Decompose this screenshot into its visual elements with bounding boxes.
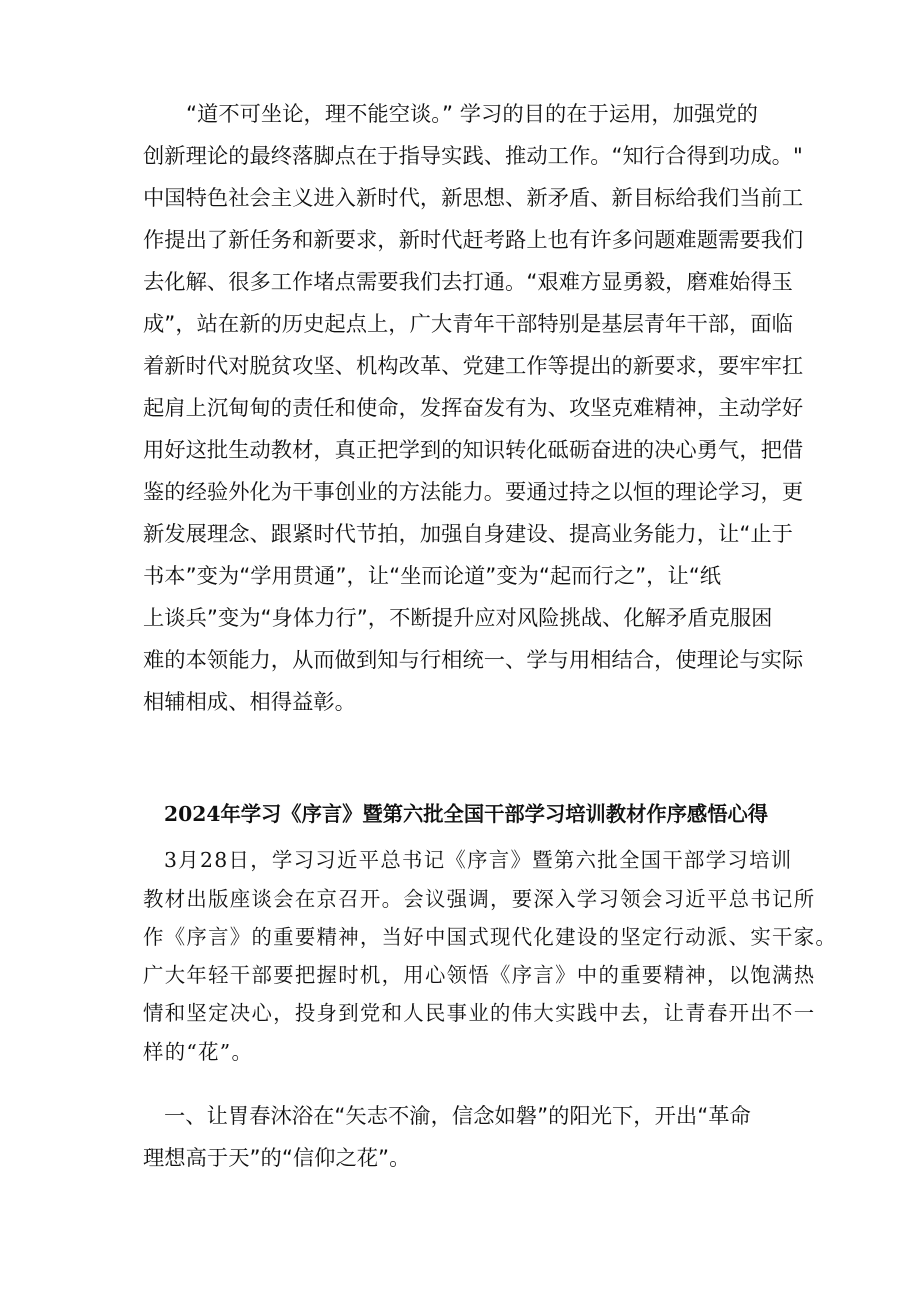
text-line: 样的“花”。 (143, 1040, 254, 1064)
text-line: 难的本领能力，从而做到知与行相统一、学与用相结合，使理论与实际 (143, 648, 804, 673)
text-line: 相辅相成、相得益彰。 (143, 690, 356, 715)
text-line: 用好这批生动教材，真正把学到的知识转化砥砺奋进的决心勇气，把借 (143, 438, 804, 463)
article-title: 2024年学习《序言》暨第六批全国干部学习培训教材作序感悟心得 (164, 802, 769, 826)
text-line: 书本”变为“学用贯通”，让“坐而论道”变为“起而行之”，让“纸 (143, 564, 722, 589)
text-line: 一、让胃春沐浴在“矢志不渝，信念如磐”的阳光下，开出“革命 (164, 1104, 751, 1129)
text-line: 上谈兵”变为“身体力行”，不断提升应对风险挑战、化解矛盾克服困 (143, 606, 773, 631)
text-line: 理想高于天”的“信仰之花”。 (143, 1146, 411, 1171)
text-line: 去化解、很多工作堵点需要我们去打通。“艰难方显勇毅，磨难始得玉 (143, 270, 793, 295)
text-line: 教材出版座谈会在京召开。会议强调，要深入学习领会习近平总书记所 (143, 887, 816, 911)
text-line: 情和坚定决心，投身到党和人民事业的伟大实践中去，让青春开出不一 (143, 1001, 816, 1025)
text-line: 作提出了新任务和新要求，新时代赶考路上也有许多问题难题需要我们 (143, 228, 804, 253)
text-line: 3月28日，学习习近平总书记《序言》暨第六批全国干部学习培训 (164, 848, 793, 872)
text-line: 鉴的经验外化为干事创业的方法能力。要通过持之以恒的理论学习，更 (143, 480, 804, 505)
text-line: 着新时代对脱贫攻坚、机构改革、党建工作等提出的新要求，要牢牢扛 (143, 354, 804, 379)
text-line: “道不可坐论，理不能空谈。” 学习的目的在于运用，加强党的 (186, 102, 758, 127)
text-line: 广大年轻干部要把握时机，用心领悟《序言》中的重要精神，以饱满热 (143, 963, 816, 987)
text-line: 创新理论的最终落脚点在于指导实践、推动工作。“知行合得到功成。" (143, 144, 803, 169)
text-line: 作《序言》的重要精神，当好中国式现代化建设的坚定行动派、实干家。 (143, 925, 838, 949)
text-line: 起肩上沉甸甸的责任和使命，发挥奋发有为、攻坚克难精神，主动学好 (143, 396, 804, 421)
text-line: 中国特色社会主义进入新时代，新思想、新矛盾、新目标给我们当前工 (143, 186, 804, 211)
text-line: 成”，站在新的历史起点上，广大青年干部特别是基层青年干部，面临 (143, 312, 793, 337)
text-line: 新发展理念、跟紧时代节拍，加强自身建设、提高业务能力，让“止于 (143, 522, 793, 547)
